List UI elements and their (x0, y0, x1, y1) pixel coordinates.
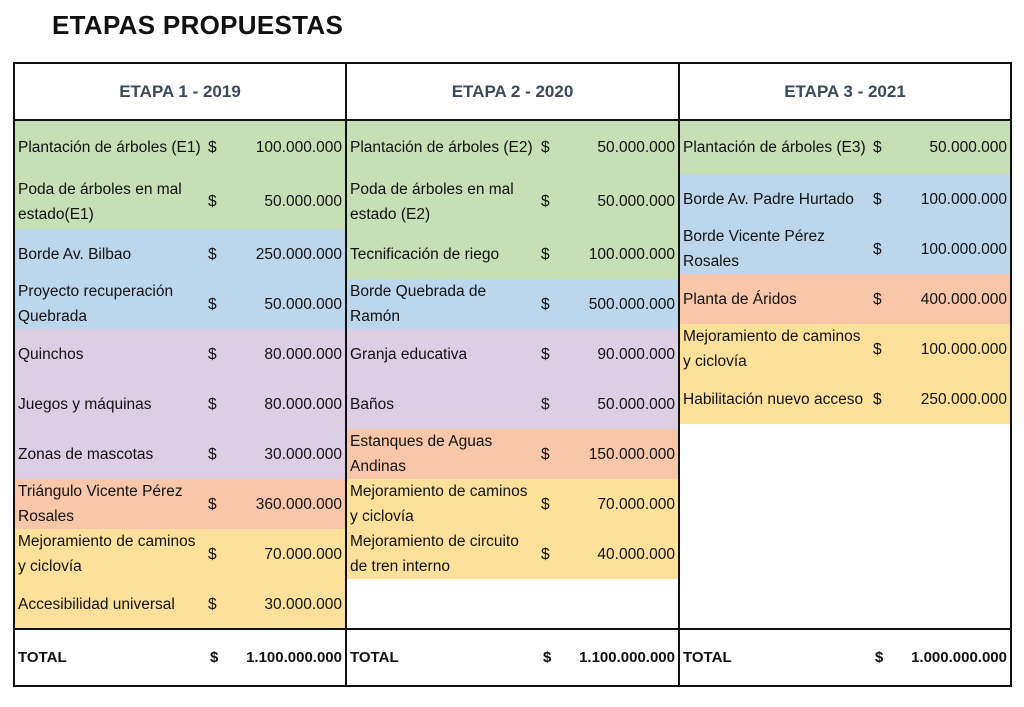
item-amount: 100.000.000 (920, 240, 1007, 258)
stage-item (15, 479, 345, 529)
item-amount: 30.000.000 (264, 445, 342, 463)
item-label: Estanques de Aguas Andinas (350, 433, 493, 475)
item-label: Borde Av. Padre Hurtado (683, 190, 854, 208)
item-amount: 50.000.000 (597, 193, 675, 210)
item-amount: 70.000.000 (264, 545, 342, 563)
item-amount: 70.000.000 (597, 495, 675, 513)
stage-item (15, 579, 345, 630)
total-currency: $ (875, 649, 884, 666)
stage-item (15, 379, 345, 429)
stage-header: ETAPA 2 - 2020 (347, 64, 678, 121)
item-currency: $ (541, 445, 550, 463)
item-label: Plantación de árboles (E1) (18, 139, 201, 156)
stage-item (347, 121, 678, 174)
stage-item (15, 279, 345, 329)
item-currency: $ (873, 340, 882, 358)
stage-item (680, 224, 1010, 274)
item-label: Poda de árboles en mal estado(E1) (18, 180, 182, 223)
item-currency: $ (541, 345, 550, 363)
item-amount: 360.000.000 (255, 495, 342, 513)
item-label: Habilitación nuevo acceso (683, 390, 864, 408)
item-label: Mejoramiento de caminos y ciclovía (683, 328, 861, 370)
item-amount: 80.000.000 (264, 345, 342, 363)
item-currency: $ (541, 295, 550, 313)
stage-item (347, 229, 678, 279)
page-title: ETAPAS PROPUESTAS (52, 10, 344, 40)
item-amount: 90.000.000 (597, 345, 675, 363)
total-label: TOTAL (683, 649, 732, 666)
item-currency: $ (873, 190, 882, 208)
item-label: Granja educativa (350, 345, 468, 363)
total-amount: 1.100.000.000 (246, 649, 342, 666)
item-currency: $ (541, 139, 550, 156)
item-currency: $ (208, 545, 217, 563)
item-currency: $ (208, 395, 217, 413)
stage-header: ETAPA 1 - 2019 (15, 64, 345, 121)
item-amount: 500.000.000 (588, 295, 675, 313)
stage-column-2 (345, 62, 680, 687)
item-label: Triángulo Vicente Pérez Rosales (18, 483, 183, 525)
item-amount: 30.000.000 (264, 596, 342, 613)
item-amount: 100.000.000 (920, 190, 1007, 208)
item-label: Plantación de árboles (E2) (350, 139, 533, 156)
stage-column-3 (678, 62, 1012, 687)
item-amount: 50.000.000 (597, 139, 675, 156)
item-currency: $ (208, 495, 217, 513)
item-currency: $ (208, 295, 217, 313)
item-amount: 80.000.000 (264, 395, 342, 413)
stages-table (13, 62, 1012, 687)
stage-item (347, 429, 678, 479)
item-amount: 50.000.000 (264, 193, 342, 210)
item-currency: $ (208, 345, 217, 363)
total-label: TOTAL (18, 649, 67, 666)
item-label: Planta de Áridos (683, 290, 797, 308)
item-label: Tecnificación de riego (350, 245, 500, 263)
item-label: Quinchos (18, 345, 84, 363)
item-label: Borde Quebrada de Ramón (350, 283, 487, 325)
item-label: Borde Vicente Pérez Rosales (683, 228, 825, 270)
stage-column-1 (13, 62, 347, 687)
stage-item (680, 121, 1010, 174)
stage-items (15, 121, 345, 630)
item-currency: $ (208, 193, 217, 210)
stage-item (15, 329, 345, 379)
item-label: Baños (350, 395, 394, 413)
item-currency: $ (873, 139, 882, 156)
stage-item (680, 324, 1010, 374)
item-label: Accesibilidad universal (18, 596, 175, 613)
total-amount: 1.100.000.000 (579, 649, 675, 666)
item-label: Mejoramiento de caminos y ciclovía (18, 533, 196, 575)
item-amount: 400.000.000 (920, 290, 1007, 308)
stage-item (347, 279, 678, 329)
item-label: Poda de árboles en mal estado (E2) (350, 180, 514, 223)
item-amount: 250.000.000 (255, 245, 342, 263)
item-label: Mejoramiento de circuito de tren interno (350, 533, 519, 575)
item-currency: $ (208, 596, 217, 613)
item-currency: $ (873, 240, 882, 258)
item-amount: 250.000.000 (920, 390, 1007, 408)
stage-item (347, 329, 678, 379)
item-amount: 100.000.000 (920, 340, 1007, 358)
item-currency: $ (541, 395, 550, 413)
stage-item (680, 174, 1010, 224)
stage-item (15, 529, 345, 579)
stage-item (347, 379, 678, 429)
item-currency: $ (541, 545, 550, 563)
item-label: Proyecto recuperación Quebrada (18, 283, 174, 325)
item-amount: 50.000.000 (264, 295, 342, 313)
item-amount: 50.000.000 (597, 395, 675, 413)
stage-item (15, 174, 345, 229)
item-currency: $ (541, 193, 550, 210)
item-label: Plantación de árboles (E3) (683, 139, 866, 156)
item-currency: $ (541, 495, 550, 513)
item-amount: 100.000.000 (255, 139, 342, 156)
stage-item (347, 529, 678, 579)
item-amount: 150.000.000 (588, 445, 675, 463)
total-amount: 1.000.000.000 (911, 649, 1007, 666)
item-label: Borde Av. Bilbao (18, 245, 132, 263)
stage-item (680, 374, 1010, 424)
total-row (680, 628, 1010, 685)
item-currency: $ (208, 245, 217, 263)
item-label: Mejoramiento de caminos y ciclovía (350, 483, 528, 525)
item-label: Zonas de mascotas (18, 445, 154, 463)
total-row (15, 628, 345, 685)
total-row (347, 628, 678, 685)
item-currency: $ (873, 290, 882, 308)
item-amount: 100.000.000 (588, 245, 675, 263)
item-currency: $ (541, 245, 550, 263)
item-currency: $ (873, 390, 882, 408)
stage-item (680, 274, 1010, 324)
item-currency: $ (208, 445, 217, 463)
item-currency: $ (208, 139, 217, 156)
total-currency: $ (543, 649, 552, 666)
stage-item (347, 174, 678, 229)
stage-item (15, 121, 345, 174)
stage-items (347, 121, 678, 630)
stage-item (347, 479, 678, 529)
item-amount: 50.000.000 (929, 139, 1007, 156)
stage-header: ETAPA 3 - 2021 (680, 64, 1010, 121)
stage-item (15, 229, 345, 279)
item-label: Juegos y máquinas (18, 395, 152, 413)
total-label: TOTAL (350, 649, 399, 666)
stage-items (680, 121, 1010, 630)
stage-item (15, 429, 345, 479)
total-currency: $ (210, 649, 219, 666)
item-amount: 40.000.000 (597, 545, 675, 563)
